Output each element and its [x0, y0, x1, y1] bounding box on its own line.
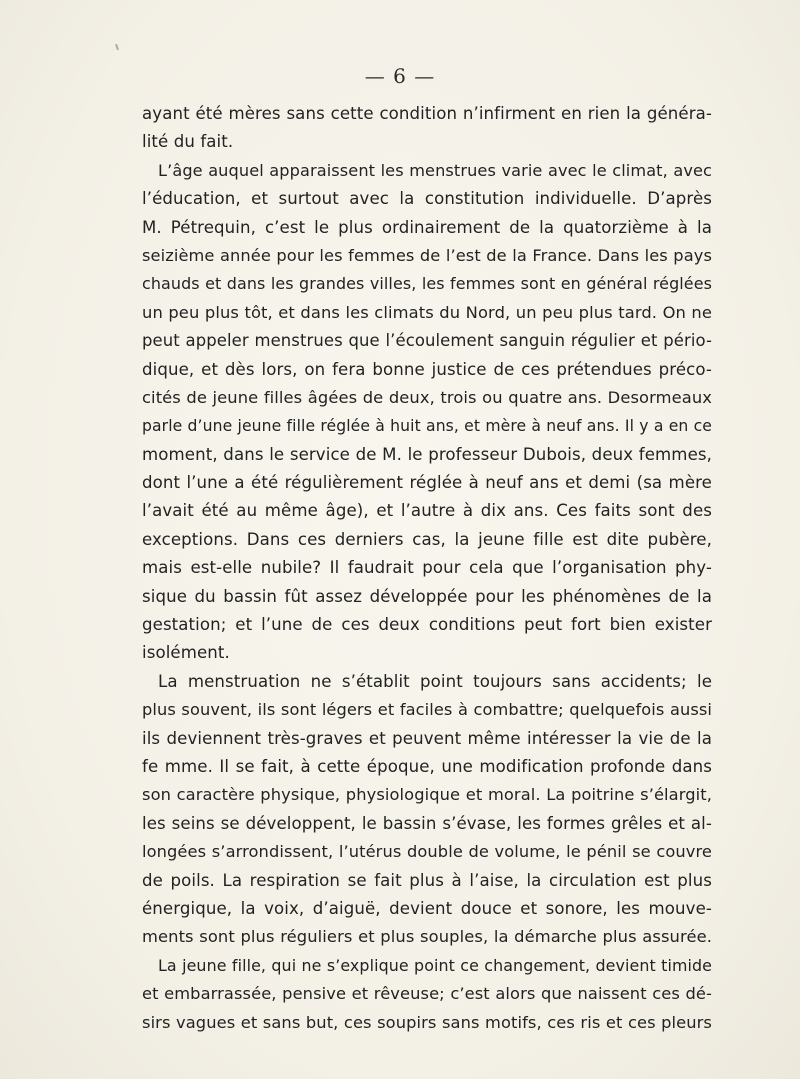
text-line: exceptions. Dans ces derniers cas, la jeune fille est dite pubère,: [142, 529, 712, 549]
text-line: un peu plus tôt, et dans les climats du Nord, un peu plus tard. On ne: [142, 302, 712, 322]
text-line: gestation; et l’une de ces deux conditions peut fort bien exister: [142, 615, 712, 635]
text-line: L’âge auquel apparaissent les menstrues varie avec le climat, avec: [158, 160, 712, 180]
text-line: ayant été mères sans cette condition n’infirment en rien la généra-: [142, 104, 712, 123]
text-line: sique du bassin fût assez développée pour les phénomènes de la: [142, 586, 712, 606]
text-line: et embarrassée, pensive et rêveuse; c’est alors que naissent ces dé-: [142, 984, 712, 1004]
text-line: son caractère physique, physiologique et moral. La poitrine s’élargit,: [142, 785, 712, 805]
text-line: parle d’une jeune fille réglée à huit ans, et mère à neuf ans. Il y a en ce: [142, 417, 712, 436]
text-line: énergique, la voix, d’aiguë, devient douce et sonore, les mouve-: [142, 898, 712, 918]
text-line: longées s’arrondissent, l’utérus double de volume, le pénil se couvre: [142, 842, 712, 862]
text-line: ments sont plus réguliers et plus souples, la démarche plus assurée.: [142, 927, 712, 947]
text-line: chauds et dans les grandes villes, les femmes sont en général réglées: [142, 274, 712, 294]
text-line: sirs vagues et sans but, ces soupirs sans motifs, ces ris et ces pleurs: [142, 1012, 712, 1032]
text-line: seizième année pour les femmes de l’est de la France. Dans les pays: [142, 245, 712, 265]
text-line: cités de jeune filles âgées de deux, trois ou quatre ans. Desormeaux: [142, 387, 712, 407]
text-line: lité du fait.: [142, 132, 234, 152]
text-line: les seins se développent, le bassin s’évase, les formes grêles et al-: [142, 813, 712, 833]
text-line: l’avait été au même âge), et l’autre à dix ans. Ces faits sont des: [142, 501, 712, 521]
body-text: [142, 100, 712, 1037]
text-line: La jeune fille, qui ne s’explique point ce changement, devient timide: [158, 955, 712, 975]
text-line: isolément.: [142, 643, 230, 663]
text-line: l’éducation, et surtout avec la constitution individuelle. D’après: [142, 189, 712, 209]
text-line: fe mme. Il se fait, à cette époque, une modification profonde dans: [142, 756, 712, 776]
text-line: plus souvent, ils sont légers et faciles à combattre; quelquefois aussi: [142, 700, 712, 720]
page-number: — 6 —: [364, 64, 436, 88]
text-line: La menstruation ne s’établit point toujours sans accidents; le: [158, 671, 712, 691]
text-line: de poils. La respiration se fait plus à l’aise, la circulation est plus: [142, 870, 712, 890]
text-line: dont l’une a été régulièrement réglée à neuf ans et demi (sa mère: [142, 473, 712, 493]
text-line: M. Pétrequin, c’est le plus ordinairement de la quatorzième à la: [142, 217, 712, 237]
text-line: mais est-elle nubile? Il faudrait pour cela que l’organisation phy-: [142, 558, 712, 578]
paper-speck: [115, 44, 119, 50]
text-line: peut appeler menstrues que l’écoulement sanguin régulier et pério-: [142, 331, 712, 351]
text-line: ils deviennent très-graves et peuvent même intéresser la vie de la: [142, 728, 712, 748]
text-line: dique, et dès lors, on fera bonne justice de ces prétendues préco-: [142, 359, 712, 379]
text-line: moment, dans le service de M. le professeur Dubois, deux femmes,: [142, 444, 712, 464]
